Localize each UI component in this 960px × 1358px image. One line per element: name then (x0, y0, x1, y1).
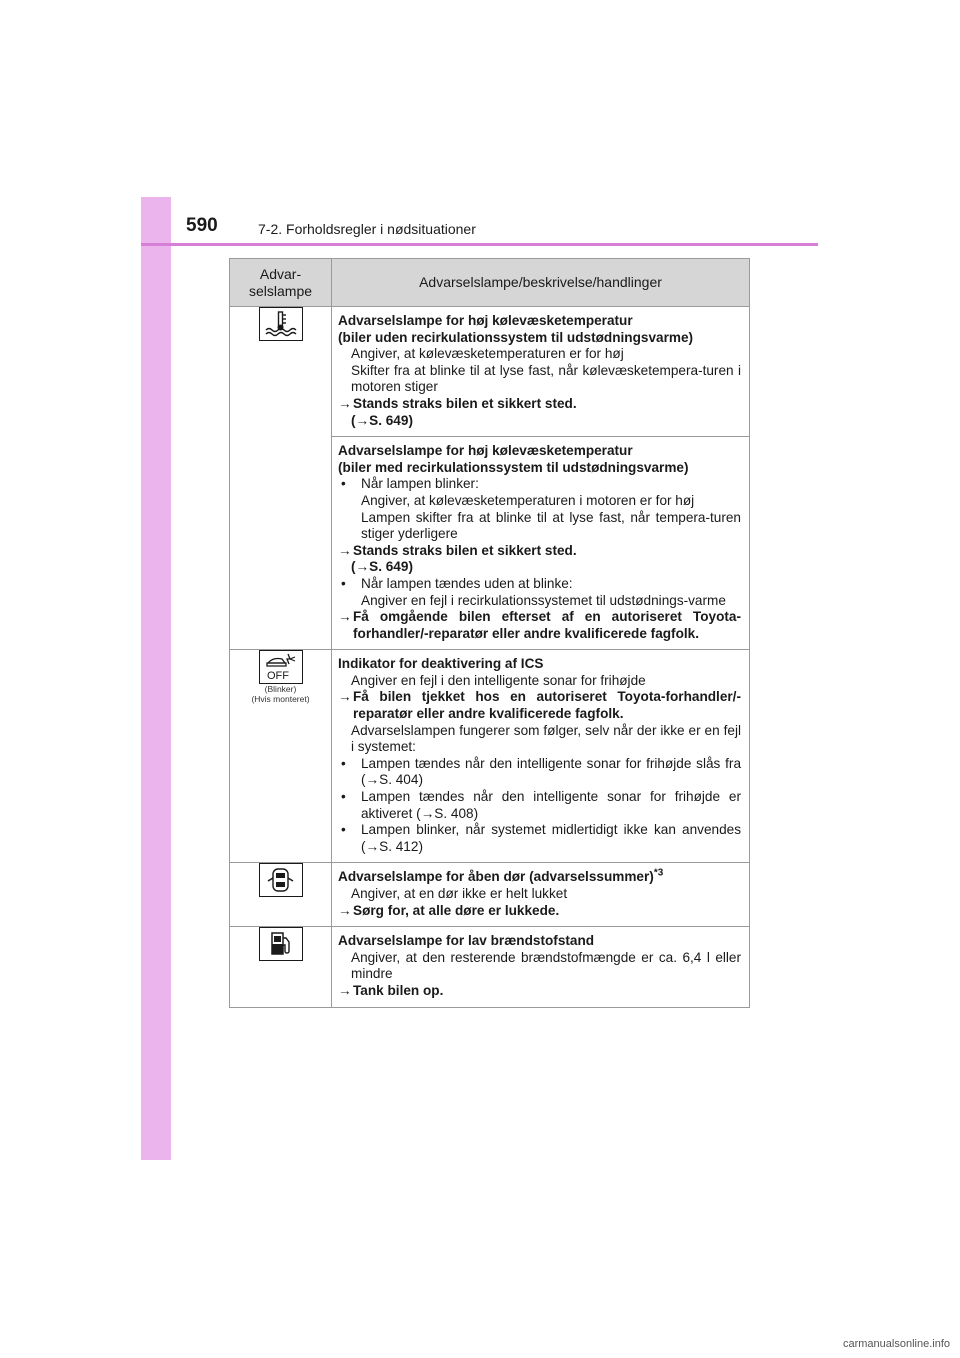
bullet-icon: • (341, 476, 346, 492)
action-text: Stands straks bilen et sikkert sted. (353, 542, 577, 558)
description-line: Angiver, at den resterende brændstofmængde er ca. 6,4 l eller mindre (351, 949, 741, 982)
icon-label: (Blinker) (264, 684, 297, 695)
table-row (230, 307, 750, 437)
section-subtitle: (biler med recirkulationssystem til udstødningsvarme) (338, 459, 689, 475)
description-line: Angiver en fejl i den intelligente sonar for frihøjde (351, 672, 646, 688)
chapter-side-band (141, 197, 171, 1160)
arrow-icon: → (338, 542, 352, 558)
bullet-icon: • (341, 789, 346, 805)
section-title: Advarselslampe for lav brændstofstand (338, 933, 595, 949)
icon-cell (230, 650, 332, 863)
arrow-icon: → (365, 772, 380, 788)
action-line (338, 543, 741, 560)
reference-text: S. 649 (369, 559, 409, 575)
action-line (338, 609, 741, 642)
action-line (338, 983, 741, 1000)
bullet-text: Lampen blinker, når systemet midlertidigt ikke kan anvendes ( (361, 822, 741, 854)
table-row (230, 863, 750, 927)
description-line: Skifter fra at blinke til at lyse fast, når kølevæsketempera-turen i motoren stiger (351, 362, 741, 395)
section-title: Indikator for deaktivering af ICS (338, 656, 544, 672)
section-title: Advarselslampe for åben dør (advarselssummer)$^{*3}$ (338, 867, 664, 885)
open-door-section (332, 863, 750, 927)
page-number: 590 (186, 215, 218, 236)
reference-text: S. 649 (369, 412, 409, 428)
action-text: Stands straks bilen et sikkert sted. (353, 395, 577, 411)
reference-text: S. 408 (434, 805, 474, 821)
footer-watermark: carmanualsonline.info (842, 1338, 950, 1350)
reference-text: S. 404 (379, 772, 419, 788)
action-text: Få bilen tjekket hos en autoriseret Toyota-forhandler/-reparatør eller andre kvalificerede fagfolk. (353, 689, 741, 722)
fuel-pump-icon (259, 927, 303, 961)
bullet-item: • Lampen blinker, når systemet midlertidigt ikke kan anvendes (→S. 412) (341, 822, 741, 854)
bullet-icon: • (341, 755, 346, 771)
action-text: Få omgående bilen efterset af en autoriseret Toyota-forhandler/-reparatør eller andre kvalificerede fagfolk. (353, 609, 741, 641)
bullet-item (338, 576, 741, 593)
icon-cell (230, 863, 332, 927)
action-line (338, 396, 741, 413)
arrow-icon: → (338, 609, 352, 625)
description-line: Angiver en fejl i recirkulationssystemet til udstødnings-varme (361, 592, 726, 608)
header-lamp: Advar- selslampe (230, 259, 332, 307)
note-line: Advarselslampen fungerer som følger, selv når der ikke er en fejl i systemet: (351, 722, 741, 755)
arrow-icon: → (355, 559, 370, 575)
header-rule (141, 243, 818, 246)
low-fuel-section (332, 927, 750, 1007)
bullet-icon: • (341, 575, 346, 591)
ics-off-icon (259, 650, 303, 684)
bullet-text: Lampen tændes når den intelligente sonar for frihøjde er aktiveret ( (361, 789, 741, 821)
bullet-item (338, 476, 741, 493)
bullet-text: Når lampen tændes uden at blinke: (361, 575, 573, 591)
open-door-icon (259, 863, 303, 897)
description-line: Angiver, at en dør ikke er helt lukket (351, 886, 568, 901)
description-line: Angiver, at kølevæsketemperaturen er for høj (351, 346, 624, 362)
icon-cell (230, 927, 332, 1007)
arrow-icon: → (420, 805, 435, 821)
action-line (338, 689, 741, 722)
arrow-icon: → (338, 982, 352, 998)
arrow-icon: → (338, 902, 352, 918)
arrow-icon: → (338, 395, 352, 411)
ics-section (332, 650, 750, 863)
action-text: Tank bilen op. (353, 982, 444, 998)
section-subtitle: (biler uden recirkulationssystem til udstødningsvarme) (338, 329, 694, 345)
footnote-mark: *3 (653, 867, 664, 879)
section-title: Advarselslampe for høj kølevæsketemperatur (338, 443, 633, 459)
coolant-section-1 (332, 307, 750, 437)
warning-lamp-table (229, 258, 750, 1008)
action-text: Sørg for, at alle døre er lukkede. (353, 902, 560, 918)
reference-text: S. 412 (379, 838, 419, 854)
arrow-icon: → (338, 689, 352, 705)
description-line: Lampen skifter fra at blinke til at lyse fast, når tempera-turen stiger yderligere (361, 509, 741, 542)
icon-text: OFF (266, 670, 289, 683)
action-line (338, 903, 741, 920)
bullet-item: • Lampen tændes når den intelligente sonar for frihøjde slås fra (→S. 404) (341, 755, 741, 788)
arrow-icon: → (355, 412, 370, 428)
table-row (230, 650, 750, 863)
bullet-text: Lampen tændes når den intelligente sonar for frihøjde slås fra ( (361, 755, 741, 788)
description-line: Angiver, at kølevæsketemperaturen i motoren er for høj (361, 492, 695, 508)
section-title: Advarselslampe for høj kølevæsketemperatur (338, 313, 633, 328)
icon-cell (230, 307, 332, 650)
bullet-text: Når lampen blinker: (361, 476, 479, 492)
page-reference: (→S. 649) (351, 412, 413, 428)
table-row (230, 927, 750, 1007)
coolant-temperature-icon (259, 307, 303, 341)
icon-label: (Hvis monteret) (251, 694, 310, 705)
coolant-section-2 (332, 437, 750, 650)
arrow-icon: → (365, 838, 380, 854)
header-description: Advarselslampe/beskrivelse/handlinger (332, 259, 750, 307)
bullet-icon: • (341, 822, 346, 838)
chapter-title: 7-2. Forholdsregler i nødsituationer (258, 221, 476, 237)
table-header-row (230, 259, 750, 307)
bullet-item: • Lampen tændes når den intelligente sonar for frihøjde er aktiveret (→S. 408) (341, 789, 741, 821)
page-reference: (→S. 649) (351, 559, 413, 575)
